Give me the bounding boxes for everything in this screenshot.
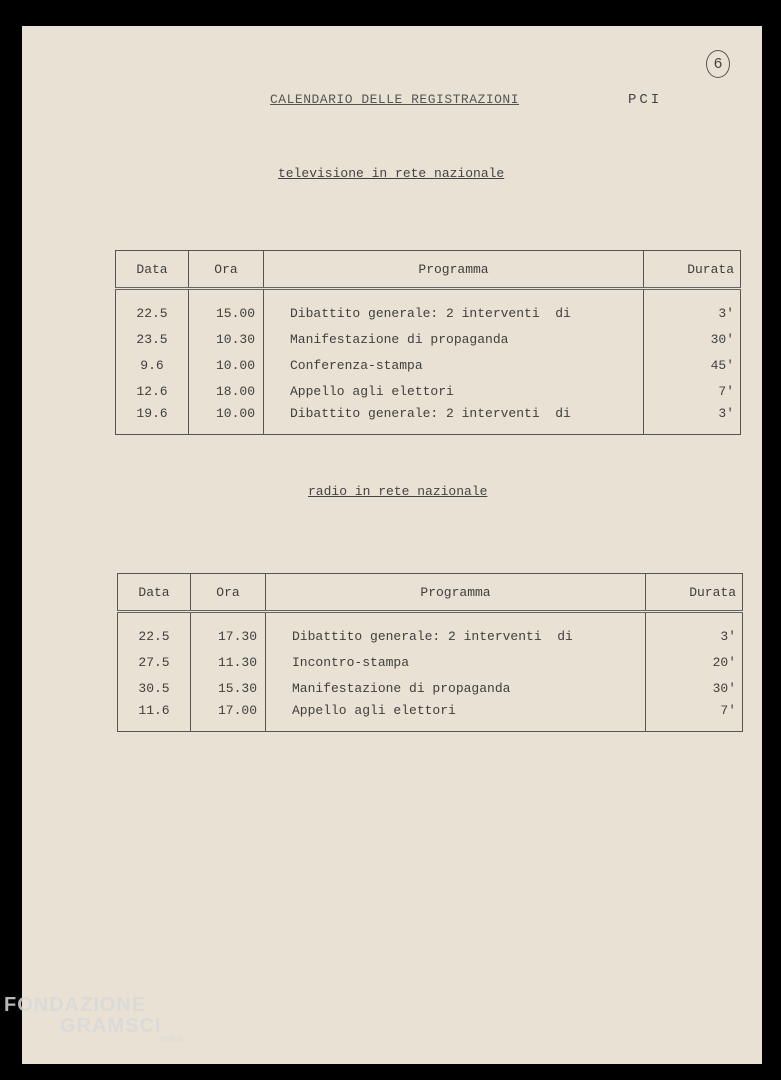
document-page (22, 26, 762, 1064)
party-label: PCI (628, 92, 663, 108)
row-time: 10.00 (189, 352, 264, 378)
table-row (116, 404, 741, 435)
section-title-radio: radio in rete nazionale (308, 484, 488, 499)
row-date: 23.5 (116, 326, 189, 352)
watermark-line-1: FONDAZIONE (4, 994, 147, 1016)
row-date: 22.5 (116, 300, 189, 326)
table-row (116, 326, 741, 352)
row-time: 17.30 (191, 623, 266, 649)
radio-schedule-table (117, 573, 743, 732)
row-time: 15.00 (189, 300, 264, 326)
col-header-duration: Durata (646, 574, 743, 612)
row-date: 27.5 (118, 649, 191, 675)
col-header-time: Ora (189, 251, 264, 289)
row-program: Conferenza-stampa (264, 352, 644, 378)
fondazione-gramsci-watermark (4, 994, 184, 1045)
watermark-line-2: GRAMSCI (60, 1015, 162, 1037)
table-row (116, 352, 741, 378)
row-duration: 3' (646, 623, 743, 649)
row-date: 11.6 (118, 701, 191, 732)
table-row (118, 701, 743, 732)
row-program: Dibattito generale: 2 interventi di (266, 623, 646, 649)
row-program: Dibattito generale: 2 interventi di (264, 404, 644, 435)
row-program: Dibattito generale: 2 interventi di (264, 300, 644, 326)
row-program: Appello agli elettori (264, 378, 644, 404)
row-duration: 30' (646, 675, 743, 701)
row-time: 10.00 (189, 404, 264, 435)
row-date: 19.6 (116, 404, 189, 435)
col-header-program: Programma (266, 574, 646, 612)
table-header-row (116, 251, 741, 289)
row-program: Appello agli elettori (266, 701, 646, 732)
row-program: Manifestazione di propaganda (266, 675, 646, 701)
table-row (116, 378, 741, 404)
row-time: 17.00 (191, 701, 266, 732)
row-date: 9.6 (116, 352, 189, 378)
row-duration: 7' (646, 701, 743, 732)
table-row (118, 649, 743, 675)
row-date: 22.5 (118, 623, 191, 649)
row-date: 12.6 (116, 378, 189, 404)
col-header-date: Data (118, 574, 191, 612)
table-row (116, 300, 741, 326)
row-time: 11.30 (191, 649, 266, 675)
row-time: 15.30 (191, 675, 266, 701)
col-header-duration: Durata (644, 251, 741, 289)
col-header-time: Ora (191, 574, 266, 612)
row-program: Manifestazione di propaganda (264, 326, 644, 352)
col-header-program: Programma (264, 251, 644, 289)
page-number: 6 (706, 50, 730, 78)
table-header-row (118, 574, 743, 612)
section-title-tv: televisione in rete nazionale (278, 166, 505, 181)
row-duration: 20' (646, 649, 743, 675)
watermark-line-3: onlus (160, 1034, 184, 1045)
row-time: 10.30 (189, 326, 264, 352)
table-row (118, 675, 743, 701)
tv-schedule-table (115, 250, 741, 435)
document-title: CALENDARIO DELLE REGISTRAZIONI (270, 92, 520, 107)
row-date: 30.5 (118, 675, 191, 701)
row-duration: 3' (644, 300, 741, 326)
row-duration: 45' (644, 352, 741, 378)
row-duration: 7' (644, 378, 741, 404)
col-header-date: Data (116, 251, 189, 289)
table-row (118, 623, 743, 649)
row-program: Incontro-stampa (266, 649, 646, 675)
row-time: 18.00 (189, 378, 264, 404)
row-duration: 30' (644, 326, 741, 352)
row-duration: 3' (644, 404, 741, 435)
